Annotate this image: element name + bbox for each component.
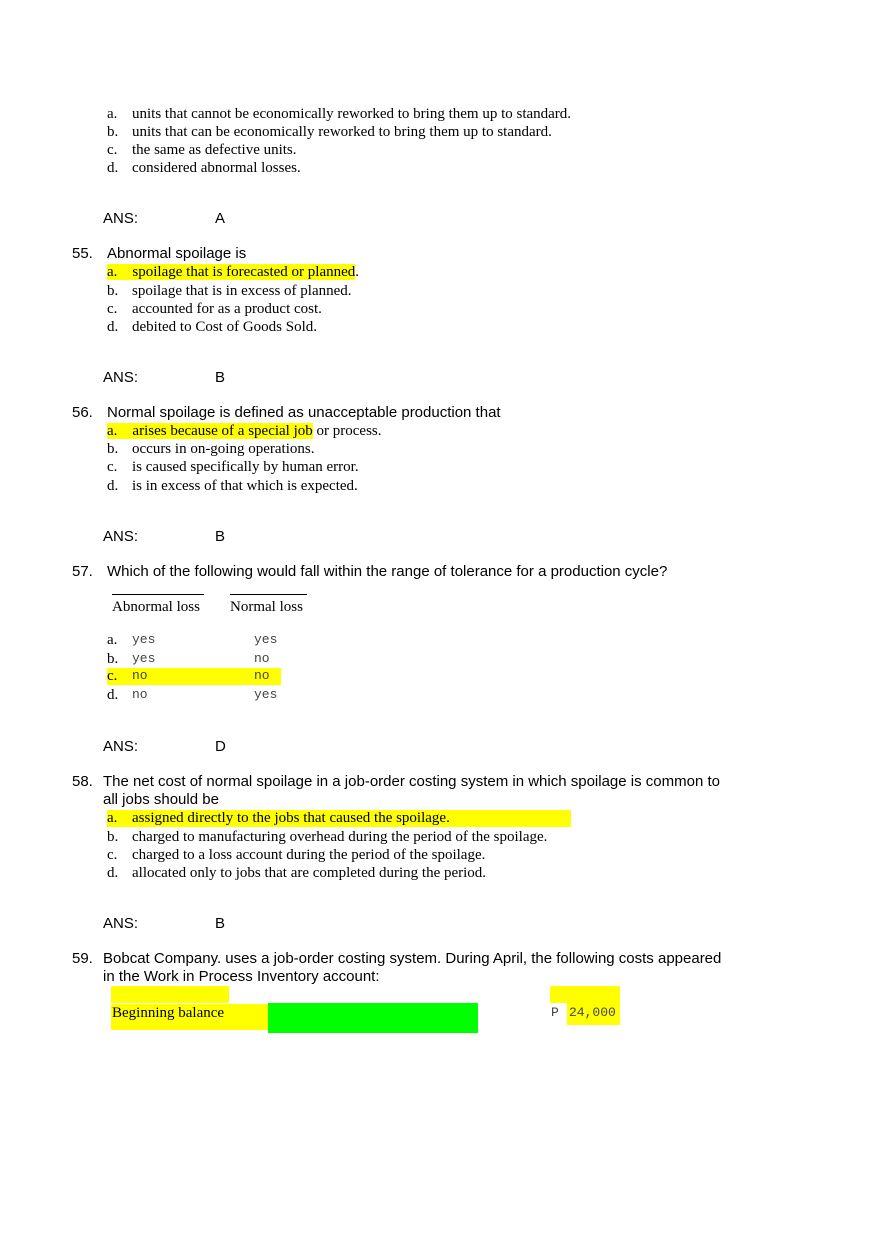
q57-ans-value: D bbox=[215, 738, 226, 755]
q56-ans-label: ANS: bbox=[103, 528, 139, 545]
option-letter: c. bbox=[107, 668, 118, 684]
q56-option-c bbox=[107, 458, 359, 476]
option-text: units that can be economically reworked to bring them up to standard. bbox=[132, 124, 552, 140]
option-letter: c. bbox=[107, 301, 118, 317]
option-text-rest: or process. bbox=[312, 423, 382, 439]
highlight-block bbox=[111, 986, 229, 1003]
q55-number: 55. bbox=[72, 245, 93, 262]
q57-row-c bbox=[107, 667, 270, 685]
highlight-block bbox=[550, 986, 620, 1003]
q55-ans-label: ANS: bbox=[103, 369, 139, 386]
option-letter: b. bbox=[107, 651, 119, 667]
option-text-rest: . bbox=[355, 264, 360, 280]
q54-option-b bbox=[107, 123, 552, 141]
q55-option-b bbox=[107, 282, 352, 300]
q54-ans-value: A bbox=[215, 210, 226, 227]
q54-ans-label: ANS: bbox=[103, 210, 139, 227]
q58-option-d bbox=[107, 864, 487, 882]
q57-number: 57. bbox=[72, 563, 93, 580]
q56-option-a bbox=[107, 422, 382, 440]
q54-option-c bbox=[107, 141, 297, 159]
q59-currency: P bbox=[551, 1005, 559, 1020]
option-text: considered abnormal losses. bbox=[132, 160, 301, 176]
q58-ans-label: ANS: bbox=[103, 915, 139, 932]
option-text: spoilage that is in excess of planned. bbox=[132, 283, 352, 299]
q59-row-label: Beginning balance bbox=[112, 1005, 225, 1021]
normal-value: yes bbox=[254, 632, 278, 647]
option-letter: b. bbox=[107, 283, 119, 299]
q58-option-c bbox=[107, 846, 486, 864]
option-text: allocated only to jobs that are completed during the period. bbox=[132, 865, 487, 881]
option-letter: a. bbox=[107, 264, 127, 280]
q58-option-a bbox=[107, 809, 450, 827]
q57-column-header-normal: Normal loss bbox=[230, 599, 303, 615]
q57-stem: Which of the following would fall within the range of tolerance for a production cycle? bbox=[107, 563, 668, 580]
option-text: assigned directly to the jobs that caused the spoilage. bbox=[132, 810, 450, 826]
column-rule bbox=[112, 594, 204, 595]
option-text: units that cannot be economically reworked to bring them up to standard. bbox=[132, 106, 572, 122]
q57-row-d bbox=[107, 686, 278, 704]
option-letter: b. bbox=[107, 829, 119, 845]
option-text: charged to manufacturing overhead during the period of the spoilage. bbox=[132, 829, 548, 845]
abnormal-value: yes bbox=[132, 632, 156, 647]
option-letter: a. bbox=[107, 810, 118, 826]
normal-value: no bbox=[254, 651, 270, 666]
option-text: is in excess of that which is expected. bbox=[132, 478, 358, 494]
q55-stem: Abnormal spoilage is bbox=[107, 245, 247, 262]
option-text: occurs in on-going operations. bbox=[132, 441, 315, 457]
q55-ans-value: B bbox=[215, 369, 226, 386]
q56-ans-value: B bbox=[215, 528, 226, 545]
option-letter: d. bbox=[107, 478, 119, 494]
q54-option-a bbox=[107, 105, 572, 123]
q54-option-d bbox=[107, 159, 301, 177]
option-text: is caused specifically by human error. bbox=[132, 459, 359, 475]
green-highlight-block bbox=[268, 1003, 478, 1033]
option-letter: a. bbox=[107, 423, 127, 439]
abnormal-value: yes bbox=[132, 651, 156, 666]
q57-row-b bbox=[107, 650, 270, 668]
option-letter: d. bbox=[107, 865, 119, 881]
option-letter: d. bbox=[107, 319, 119, 335]
q56-stem: Normal spoilage is defined as unacceptable production that bbox=[107, 404, 501, 421]
q58-ans-value: B bbox=[215, 915, 226, 932]
option-text: accounted for as a product cost. bbox=[132, 301, 322, 317]
q57-row-a bbox=[107, 631, 278, 649]
q59-stem-line1: Bobcat Company. uses a job-order costing system. During April, the following costs appeared bbox=[103, 950, 722, 967]
option-text: debited to Cost of Goods Sold. bbox=[132, 319, 318, 335]
q55-option-a bbox=[107, 263, 359, 281]
abnormal-value: no bbox=[132, 668, 148, 683]
option-letter: c. bbox=[107, 459, 118, 475]
q59-stem-line2: in the Work in Process Inventory account: bbox=[103, 968, 380, 985]
q58-number: 58. bbox=[72, 773, 93, 790]
normal-value: yes bbox=[254, 687, 278, 702]
q56-option-b bbox=[107, 440, 315, 458]
option-letter: a. bbox=[107, 632, 118, 648]
q58-stem-line2: all jobs should be bbox=[103, 791, 219, 808]
option-letter: d. bbox=[107, 687, 119, 703]
q56-number: 56. bbox=[72, 404, 93, 421]
q55-option-c bbox=[107, 300, 322, 318]
q59-number: 59. bbox=[72, 950, 93, 967]
option-letter: d. bbox=[107, 160, 119, 176]
q56-option-d bbox=[107, 477, 358, 495]
q57-column-header-abnormal: Abnormal loss bbox=[112, 599, 200, 615]
q58-stem-line1: The net cost of normal spoilage in a job-order costing system in which spoilage is common to bbox=[103, 773, 720, 790]
q57-ans-label: ANS: bbox=[103, 738, 139, 755]
option-letter: b. bbox=[107, 441, 119, 457]
option-text: the same as defective units. bbox=[132, 142, 297, 158]
normal-value: no bbox=[254, 668, 270, 683]
option-letter: b. bbox=[107, 124, 119, 140]
option-text-highlighted: spoilage that is forecasted or planned bbox=[127, 264, 355, 280]
q58-option-b bbox=[107, 828, 548, 846]
q55-option-d bbox=[107, 318, 318, 336]
column-rule bbox=[230, 594, 307, 595]
option-letter: c. bbox=[107, 142, 118, 158]
option-letter: c. bbox=[107, 847, 118, 863]
abnormal-value: no bbox=[132, 687, 148, 702]
q59-amount: 24,000 bbox=[569, 1005, 616, 1020]
option-text: charged to a loss account during the period of the spoilage. bbox=[132, 847, 486, 863]
option-letter: a. bbox=[107, 106, 118, 122]
option-text-highlighted: arises because of a special job bbox=[127, 423, 312, 439]
